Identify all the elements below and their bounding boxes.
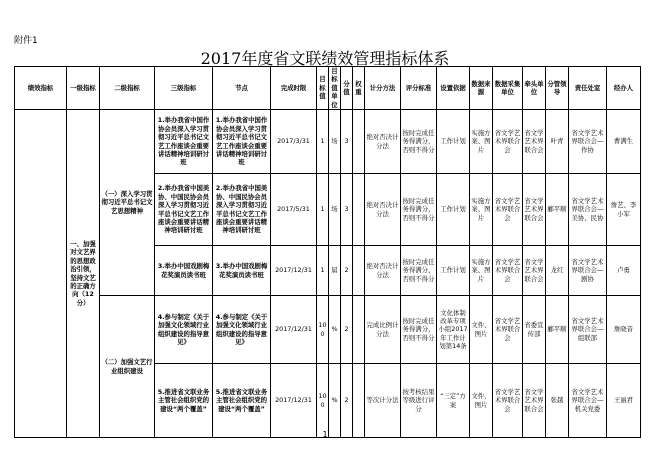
target-cell: 100 bbox=[317, 296, 329, 364]
standard-cell: 按时完成任务得满分，否则不得分 bbox=[401, 174, 437, 246]
lead-unit-cell: 省文学艺术界联合会 bbox=[523, 364, 546, 438]
method-cell: 绝对否决计分法 bbox=[365, 174, 401, 246]
handler-cell: 詹艺、李小军 bbox=[607, 174, 641, 246]
deadline-cell: 2017/12/31 bbox=[271, 296, 317, 364]
source-cell: 文件、图片 bbox=[470, 364, 493, 438]
target-cell: 1 bbox=[317, 174, 329, 246]
method-cell: 绝对否决计分法 bbox=[365, 110, 401, 174]
lead-unit-cell: 省委宣传部 bbox=[523, 296, 546, 364]
unit-cell: 届 bbox=[329, 246, 341, 296]
header-cell: 三级指标 bbox=[155, 67, 213, 110]
level3-cell: 3.举办中国戏剧梅花奖演员读书班 bbox=[155, 246, 213, 296]
header-cell: 一级指标 bbox=[67, 67, 100, 110]
weight-cell bbox=[353, 246, 365, 296]
header-cell: 完成时限 bbox=[271, 67, 317, 110]
deadline-cell: 2017/12/31 bbox=[271, 364, 317, 438]
standard-cell: 按时完成任务得满分，否则不得分 bbox=[401, 296, 437, 364]
header-cell: 评分标准 bbox=[401, 67, 437, 110]
source-cell: 实施方案、图片 bbox=[470, 246, 493, 296]
collector-cell: 省文学艺术界联合会 bbox=[493, 364, 523, 438]
score-cell: 2 bbox=[341, 246, 353, 296]
header-cell: 权重 bbox=[353, 67, 365, 110]
score-cell: 2 bbox=[341, 296, 353, 364]
node-cell: 4.参与制定《关于加强文化领域行业组织建设的指导意见》 bbox=[213, 296, 271, 364]
unit-cell: % bbox=[329, 364, 341, 438]
header-cell: 计分方法 bbox=[365, 67, 401, 110]
level2-cell: （一）深入学习贯彻习近平总书记文艺思想精神 bbox=[100, 110, 155, 296]
header-cell: 目标值 bbox=[317, 67, 329, 110]
leader-cell: 郦平顺 bbox=[546, 174, 569, 246]
dept-cell: 省文学艺术界联合会—剧协 bbox=[569, 246, 607, 296]
header-cell: 数据来源 bbox=[470, 67, 493, 110]
lead-unit-cell: 省文学艺术界联合会 bbox=[523, 174, 546, 246]
node-cell: 3.举办中国戏剧梅花奖演员读书班 bbox=[213, 246, 271, 296]
deadline-cell: 2017/3/31 bbox=[271, 110, 317, 174]
table-row bbox=[15, 110, 641, 174]
deadline-cell: 2017/5/31 bbox=[271, 174, 317, 246]
collector-cell: 省文学艺术界联合会 bbox=[493, 110, 523, 174]
collector-cell: 省文学艺术界联合会 bbox=[493, 296, 523, 364]
unit-cell: 场 bbox=[329, 110, 341, 174]
score-cell: 3 bbox=[341, 174, 353, 246]
header-cell: 牵头单位 bbox=[523, 67, 546, 110]
empty-cell bbox=[15, 110, 67, 438]
handler-cell: 卢勇 bbox=[607, 246, 641, 296]
header-cell: 绩效指标 bbox=[15, 67, 67, 110]
deadline-cell: 2017/12/31 bbox=[271, 246, 317, 296]
header-cell: 经办人 bbox=[607, 67, 641, 110]
header-cell: 二级指标 bbox=[100, 67, 155, 110]
indicator-table bbox=[14, 66, 641, 438]
source-cell: 文件、图片 bbox=[470, 296, 493, 364]
header-cell: 分管领导 bbox=[546, 67, 569, 110]
leader-cell: 龙红 bbox=[546, 246, 569, 296]
dept-cell: 省文学艺术界联合会—组联部 bbox=[569, 296, 607, 364]
level2-cell: （二）加强文艺行业组织建设 bbox=[100, 296, 155, 438]
standard-cell: 按考核结果等级进行评分 bbox=[401, 364, 437, 438]
lead-unit-cell: 省文学艺术界联合会 bbox=[523, 110, 546, 174]
basis-cell: 工作计划 bbox=[437, 174, 470, 246]
standard-cell: 按时完成任务得满分，否则不得分 bbox=[401, 110, 437, 174]
attachment-label: 附件1 bbox=[14, 36, 38, 46]
level3-cell: 2.举办我省中国美协、中国民协会员深入学习贯彻习近平总书记文艺工作座谈会重要讲话精神培训研讨班 bbox=[155, 174, 213, 246]
basis-cell: 工作计划 bbox=[437, 246, 470, 296]
method-cell: 完成比例计分法 bbox=[365, 296, 401, 364]
header-cell: 分值 bbox=[341, 67, 353, 110]
node-cell: 2.举办我省中国美协、中国民协会员深入学习贯彻习近平总书记文艺工作座谈会重要讲话精神培训研讨班 bbox=[213, 174, 271, 246]
header-row bbox=[15, 67, 641, 110]
dept-cell: 省文学艺术界联合会—美协、民协 bbox=[569, 174, 607, 246]
basis-cell: 工作计划 bbox=[437, 110, 470, 174]
basis-cell: 文化体制改革专项小组2017年工作计划第14条 bbox=[437, 296, 470, 364]
handler-cell: 曹满生 bbox=[607, 110, 641, 174]
document-title: 2017年度省文联绩效管理指标体系 bbox=[200, 49, 450, 68]
unit-cell: 场 bbox=[329, 174, 341, 246]
header-cell: 节点 bbox=[213, 67, 271, 110]
header-cell: 责任处室 bbox=[569, 67, 607, 110]
page-number: 1 bbox=[322, 430, 328, 439]
dept-cell: 省文学艺术界联合会—机关党委 bbox=[569, 364, 607, 438]
lead-unit-cell: 省文学艺术界联合会 bbox=[523, 246, 546, 296]
basis-cell: “三定”方案 bbox=[437, 364, 470, 438]
header-cell: 目标值单位 bbox=[329, 67, 341, 110]
handler-cell: 詹晓音 bbox=[607, 296, 641, 364]
level1-cell: 一、加强对文艺界的思想政治引领，坚持文艺的正确方向（12分） bbox=[67, 110, 100, 438]
method-cell: 等次计分法 bbox=[365, 364, 401, 438]
target-cell: 1 bbox=[317, 110, 329, 174]
leader-cell: 郦平顺 bbox=[546, 296, 569, 364]
weight-cell bbox=[353, 110, 365, 174]
handler-cell: 王丽君 bbox=[607, 364, 641, 438]
target-cell: 1 bbox=[317, 246, 329, 296]
level3-cell: 1.举办我省中国作协会员深入学习贯彻习近平总书记文艺工作座谈会重要讲话精神培训研讨班 bbox=[155, 110, 213, 174]
source-cell: 实施方案、图片 bbox=[470, 174, 493, 246]
score-cell: 2 bbox=[341, 364, 353, 438]
score-cell: 3 bbox=[341, 110, 353, 174]
leader-cell: 叶青 bbox=[546, 110, 569, 174]
weight-cell bbox=[353, 174, 365, 246]
standard-cell: 按时完成任务得满分，否则不得分 bbox=[401, 246, 437, 296]
weight-cell bbox=[353, 364, 365, 438]
level3-cell: 4.参与制定《关于加强文化领域行业组织建设的指导意见》 bbox=[155, 296, 213, 364]
unit-cell: % bbox=[329, 296, 341, 364]
node-cell: 5.推进省文联业务主管社会组织党的建设“两个覆盖” bbox=[213, 364, 271, 438]
method-cell: 绝对否决计分法 bbox=[365, 246, 401, 296]
dept-cell: 省文学艺术界联合会—作协 bbox=[569, 110, 607, 174]
collector-cell: 省文学艺术界联合会 bbox=[493, 246, 523, 296]
target-cell: 100 bbox=[317, 364, 329, 438]
node-cell: 1.举办我省中国作协会员深入学习贯彻习近平总书记文艺工作座谈会重要讲话精神培训研讨班 bbox=[213, 110, 271, 174]
weight-cell bbox=[353, 296, 365, 364]
level3-cell: 5.推进省文联业务主管社会组织党的建设“两个覆盖” bbox=[155, 364, 213, 438]
collector-cell: 省文学艺术界联合会 bbox=[493, 174, 523, 246]
table-row bbox=[15, 296, 641, 364]
leader-cell: 张越 bbox=[546, 364, 569, 438]
header-cell: 数据采集单位 bbox=[493, 67, 523, 110]
header-cell: 设置依据 bbox=[437, 67, 470, 110]
source-cell: 实施方案、图片 bbox=[470, 110, 493, 174]
